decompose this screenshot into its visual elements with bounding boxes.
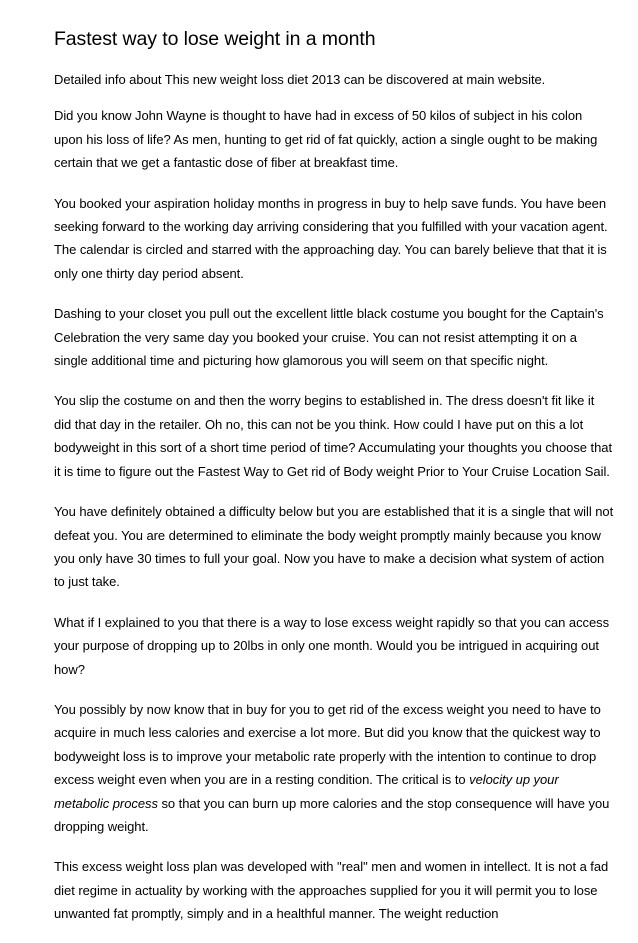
paragraph-5: You have definitely obtained a difficulty below but you are established that it is a single that will not defeat you. You are determined to eliminate the body weight promptly mainly because you know you only have 30 times to full your goal. Now you have to make a decision what system of action to just take. — [54, 504, 614, 590]
paragraph-8: This excess weight loss plan was developed with "real" men and women in intellect. It is not a fad diet regime in actuality by working with the approaches supplied for you it will permit you to lose unwanted fat promptly, simply and in a healthful manner. The weight reduction — [54, 859, 609, 922]
paragraph-6: What if I explained to you that there is a way to lose excess weight rapidly so that you can access your purpose of dropping up to 20lbs in only one month. Would you be intrigued in acquiring out how? — [54, 614, 610, 677]
paragraph-2: You booked your aspiration holiday months in progress in buy to help save funds. You have been seeking forward to the working day arriving considering that you fulfilled with your vacation agent. The calendar is circled and starred with the approaching day. You can barely believe that that it is only one thirty day period absent. — [54, 195, 608, 281]
paragraph-7-text-after: so that you can burn up more calories and the stop consequence will have you dropping weight. — [54, 795, 610, 834]
paragraph-4: You slip the costume on and then the worry begins to established in. The dress doesn't fit like it did that day in the retailer. Oh no, this can not be you think. How could I have put on this a lot bodyweight in this sort of a short time period of time? Accumulating your thoughts you choose that it is time to figure out the Fastest Way to Get rid of Body weight Prior to Your Cruise Location Sail. — [54, 393, 613, 479]
intro-paragraph: Detailed info about This new weight loss diet 2013 can be discovered at main website. — [54, 72, 546, 87]
paragraph-1: Did you know John Wayne is thought to have had in excess of 50 kilos of subject in his colon upon his loss of life? As men, hunting to get rid of fat quickly, action a single ought to be making certain that we get a fantastic dose of fiber at breakfast time. — [54, 108, 598, 171]
article-body — [54, 68, 614, 943]
metabolic-process-link[interactable]: velocity up your metabolic process — [54, 772, 559, 811]
page-title: Fastest way to lose weight in a month — [54, 28, 376, 50]
paragraph-7-text-before: You possibly by now know that in buy for you to get rid of the excess weight you need to have to acquire in much less calories and exercise a lot more. But did you know that the quickest way to bodyweight loss is to improve your metabolic rate properly with the intention to continue to drop excess weight even when you are in a resting condition. The critical is to — [54, 701, 601, 788]
paragraph-3: Dashing to your closet you pull out the excellent little black costume you bought for the Captain's Celebration the very same day you booked your cruise. You can not resist attempting it on a single additional time and picturing how glamorous you will seem on that specific night. — [54, 306, 604, 369]
paragraph-7 — [54, 698, 614, 838]
